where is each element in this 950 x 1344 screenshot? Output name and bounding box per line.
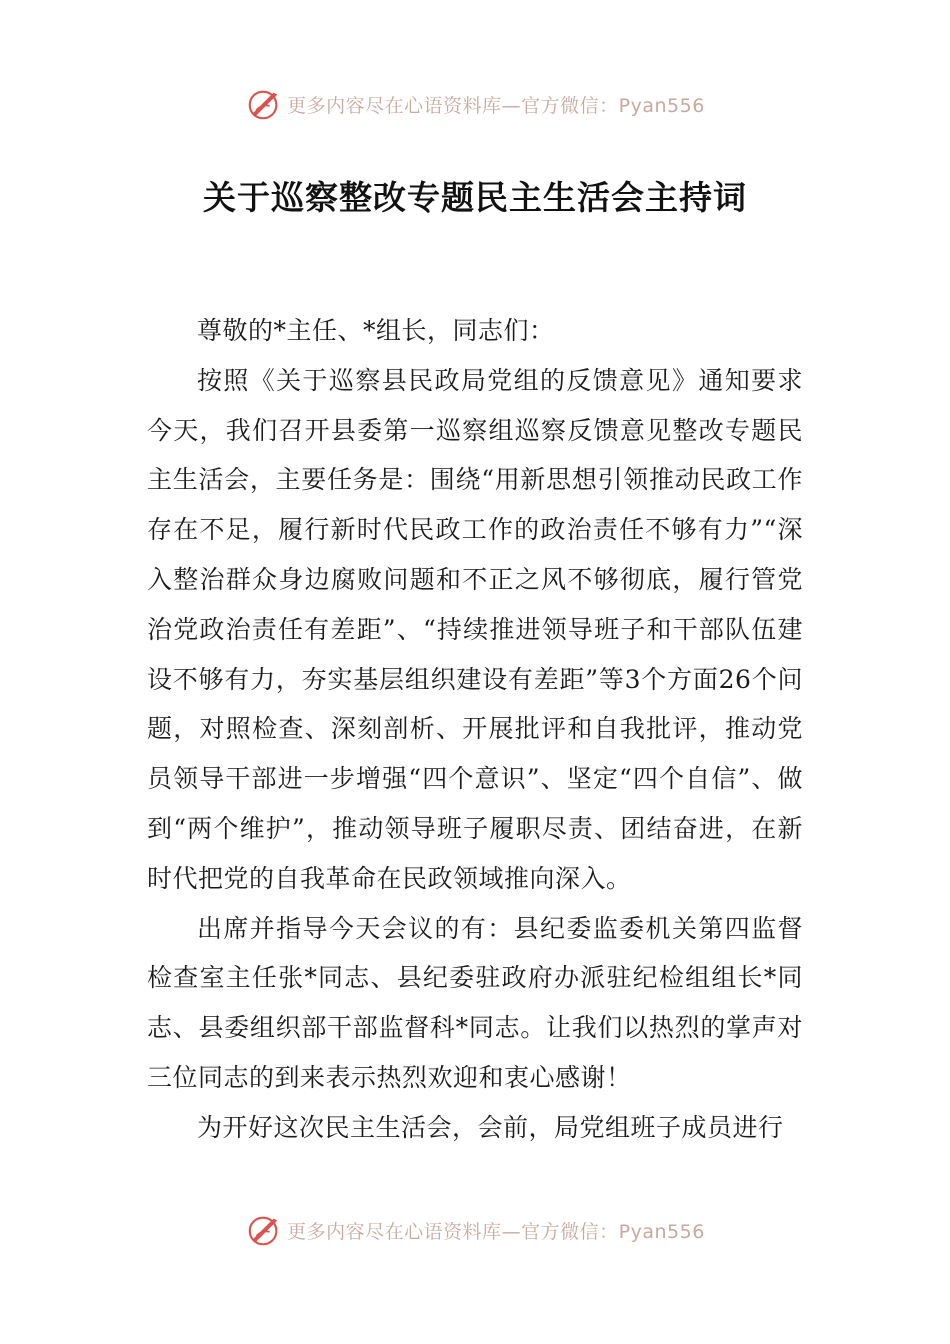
pen-logo-icon [245,1211,283,1249]
watermark-footer [0,1210,950,1250]
body-paragraph: 按照《关于巡察县民政局党组的反馈意见》通知要求今天，我们召开县委第一巡察组巡察反馈意见整改专题民主生活会，主要任务是：围绕“用新思想引领推动民政工作存在不足，履行新时代民政工作的政治责任不够有力”“深入整治群众身边腐败问题和不正之风不够彻底，履行管党治党政治责任有差距”、“持续推进领导班子和干部队伍建设不够有力，夯实基层组织建设有差距”等3个方面26个问题，对照检查、深刻剖析、开展批评和自我批评，推动党员领导干部进一步增强“四个意识”、坚定“四个自信”、做到“两个维护”，推动领导班子履职尽责、团结奋进，在新时代把党的自我革命在民政领域推向深入。 [147,365,803,893]
body-paragraph: 出席并指导今天会议的有：县纪委监委机关第四监督检查室主任张*同志、县纪委驻政府办派驻纪检组组长*同志、县委组织部干部监督科*同志。让我们以热烈的掌声对三位同志的到来表示热烈欢迎和衷心感谢！ [147,913,803,1092]
document-title: 关于巡察整改专题民主生活会主持词 [203,178,747,217]
watermark-text: 更多内容尽在心语资料库—官方微信：Pyan556 [287,1220,705,1243]
watermark-text: 更多内容尽在心语资料库—官方微信：Pyan556 [287,94,705,117]
document-body [147,306,803,1153]
pen-logo-icon [245,85,283,123]
salutation-paragraph: 尊敬的*主任、*组长，同志们： [197,316,555,345]
body-paragraph: 为开好这次民主生活会，会前，局党组班子成员进行 [197,1112,784,1142]
watermark-header [0,84,950,124]
